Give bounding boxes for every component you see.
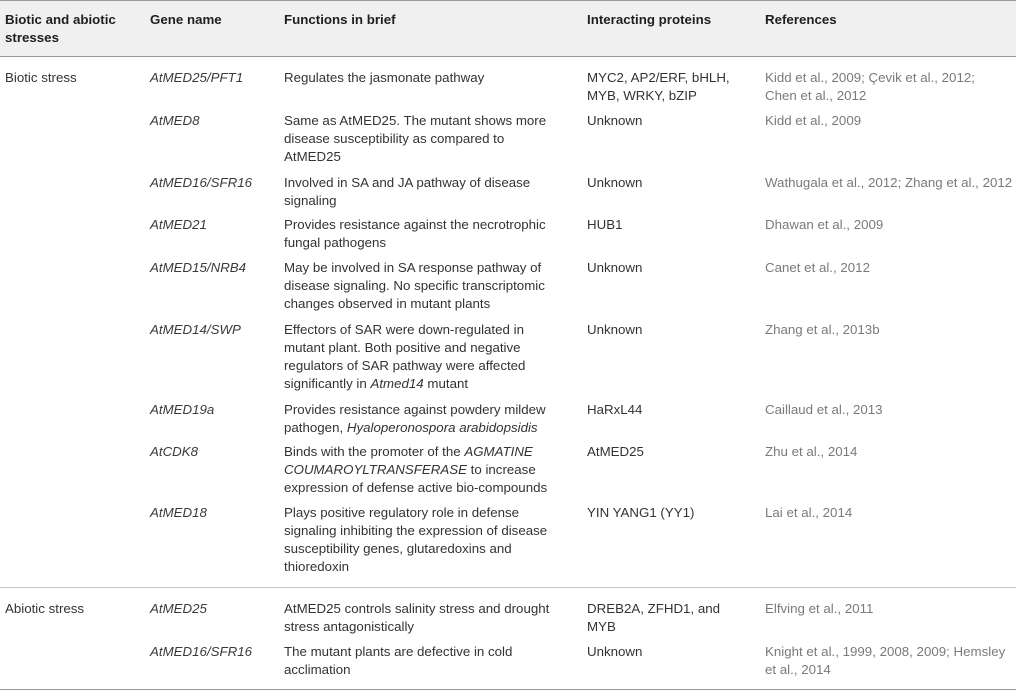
reference-line: Chen et al., 2012	[765, 88, 867, 103]
table-row-reference: Lai et al., 2014	[765, 505, 853, 520]
table-row-gene: AtMED19a	[150, 402, 215, 417]
table-row-proteins: AtMED25	[587, 444, 644, 459]
table-row-proteins: Unknown	[587, 322, 643, 337]
reference-line: et al., 2014	[765, 662, 831, 677]
table-row-reference	[765, 643, 1016, 679]
header-stress: Biotic and abiotic stresses	[5, 12, 116, 45]
function-text: mutant	[423, 376, 469, 391]
reference-line: Kidd et al., 2009; Çevik et al., 2012;	[765, 70, 975, 85]
function-line: Plays positive regulatory role in defense	[284, 505, 520, 520]
function-line: changes observed in mutant plants	[284, 296, 491, 311]
table-row-gene: AtMED15/NRB4	[150, 260, 247, 275]
table-row-function	[284, 401, 580, 437]
protein-line: DREB2A, ZFHD1, and	[587, 601, 721, 616]
function-italic-text: AGMATINE	[464, 444, 533, 459]
protein-line: MYB, WRKY, bZIP	[587, 88, 697, 103]
table-row-reference: Elfving et al., 2011	[765, 601, 874, 616]
table-row-function	[284, 112, 580, 166]
table-row-proteins: Unknown	[587, 113, 643, 128]
table-row-reference: Dhawan et al., 2009	[765, 217, 884, 232]
function-line: disease susceptibility as compared to	[284, 131, 505, 146]
table-row-gene: AtMED16/SFR16	[150, 644, 252, 659]
table-row-proteins	[587, 600, 757, 636]
header-rule	[0, 56, 1016, 57]
table-row-gene: AtMED14/SWP	[150, 322, 241, 337]
function-line: The mutant plants are defective in cold	[284, 644, 513, 659]
table-row-gene: AtMED25	[150, 601, 207, 616]
table-row-function	[284, 600, 580, 636]
table-row-proteins	[587, 69, 757, 105]
table-row-proteins: YIN YANG1 (YY1)	[587, 505, 695, 520]
function-line: fungal pathogens	[284, 235, 387, 250]
table-row-reference: Kidd et al., 2009	[765, 113, 862, 128]
table-row-proteins: HaRxL44	[587, 402, 643, 417]
function-line: Effectors of SAR were down-regulated in	[284, 322, 524, 337]
function-italic-text: Atmed14	[370, 376, 424, 391]
function-text: Binds with the promoter of the	[284, 444, 465, 459]
table-row-gene: AtMED25/PFT1	[150, 70, 244, 85]
header-references: References	[765, 12, 837, 27]
function-line	[284, 443, 580, 461]
function-text: pathogen,	[284, 420, 347, 435]
table-row-gene: AtMED16/SFR16	[150, 175, 252, 190]
table-row-reference: Canet et al., 2012	[765, 260, 870, 275]
function-text: significantly in	[284, 376, 371, 391]
table-row-function	[284, 259, 580, 313]
table-row-reference: Zhu et al., 2014	[765, 444, 858, 459]
table-row-function	[284, 443, 580, 497]
table-row-gene: AtCDK8	[150, 444, 199, 459]
table-row-function	[284, 216, 580, 252]
group-divider-rule	[0, 587, 1016, 588]
function-italic-text: Hyaloperonospora arabidopsidis	[346, 420, 538, 435]
protein-line: MYC2, AP2/ERF, bHLH,	[587, 70, 730, 85]
function-line: expression of defense active bio-compounds	[284, 480, 548, 495]
function-line: stress antagonistically	[284, 619, 415, 634]
protein-line: MYB	[587, 619, 616, 634]
table-row-gene: AtMED8	[150, 113, 200, 128]
header-functions: Functions in brief	[284, 12, 396, 27]
function-line: Regulates the jasmonate pathway	[284, 70, 485, 85]
function-line: susceptibility genes, glutaredoxins and	[284, 541, 512, 556]
function-line: Provides resistance against powdery mildew	[284, 402, 546, 417]
reference-line: Knight et al., 1999, 2008, 2009; Hemsley	[765, 644, 1006, 659]
table-row-function	[284, 643, 580, 679]
header-gene: Gene name	[150, 12, 222, 27]
table-row-function	[284, 321, 580, 393]
function-line: AtMED25 controls salinity stress and drought	[284, 601, 550, 616]
table-row-reference: Caillaud et al., 2013	[765, 402, 883, 417]
table-row-proteins: Unknown	[587, 260, 643, 275]
table-row-function	[284, 69, 580, 87]
function-line: regulators of SAR pathway were affected	[284, 358, 526, 373]
function-line: signaling inhibiting the expression of disease	[284, 523, 548, 538]
table-row-gene: AtMED18	[150, 505, 207, 520]
function-line	[284, 375, 580, 393]
table-row-proteins: Unknown	[587, 644, 643, 659]
table-row-function	[284, 174, 580, 210]
function-line	[284, 461, 580, 479]
top-rule	[0, 0, 1016, 1]
function-line: Provides resistance against the necrotrophic	[284, 217, 546, 232]
bottom-rule	[0, 689, 1016, 690]
table-row-proteins: Unknown	[587, 175, 643, 190]
header-proteins: Interacting proteins	[587, 12, 712, 27]
group-biotic: Biotic stress	[5, 70, 77, 85]
table-row-reference	[765, 69, 1016, 105]
table-row-proteins: HUB1	[587, 217, 623, 232]
function-line: May be involved in SA response pathway of	[284, 260, 542, 275]
function-line	[284, 419, 580, 437]
function-line: disease signaling. No specific transcriptomic	[284, 278, 545, 293]
function-line: mutant plant. Both positive and negative	[284, 340, 521, 355]
table-row-function	[284, 504, 580, 576]
table-row-gene: AtMED21	[150, 217, 207, 232]
function-text: to increase	[466, 462, 536, 477]
table-row-reference: Zhang et al., 2013b	[765, 322, 880, 337]
function-italic-text: COUMAROYLTRANSFERASE	[284, 462, 467, 477]
function-line: Involved in SA and JA pathway of disease	[284, 175, 531, 190]
table-row-reference: Wathugala et al., 2012; Zhang et al., 2012	[765, 175, 1013, 190]
group-abiotic: Abiotic stress	[5, 601, 85, 616]
function-line: AtMED25	[284, 149, 341, 164]
function-line: thioredoxin	[284, 559, 350, 574]
function-line: acclimation	[284, 662, 351, 677]
function-line: Same as AtMED25. The mutant shows more	[284, 113, 547, 128]
function-line: signaling	[284, 193, 337, 208]
